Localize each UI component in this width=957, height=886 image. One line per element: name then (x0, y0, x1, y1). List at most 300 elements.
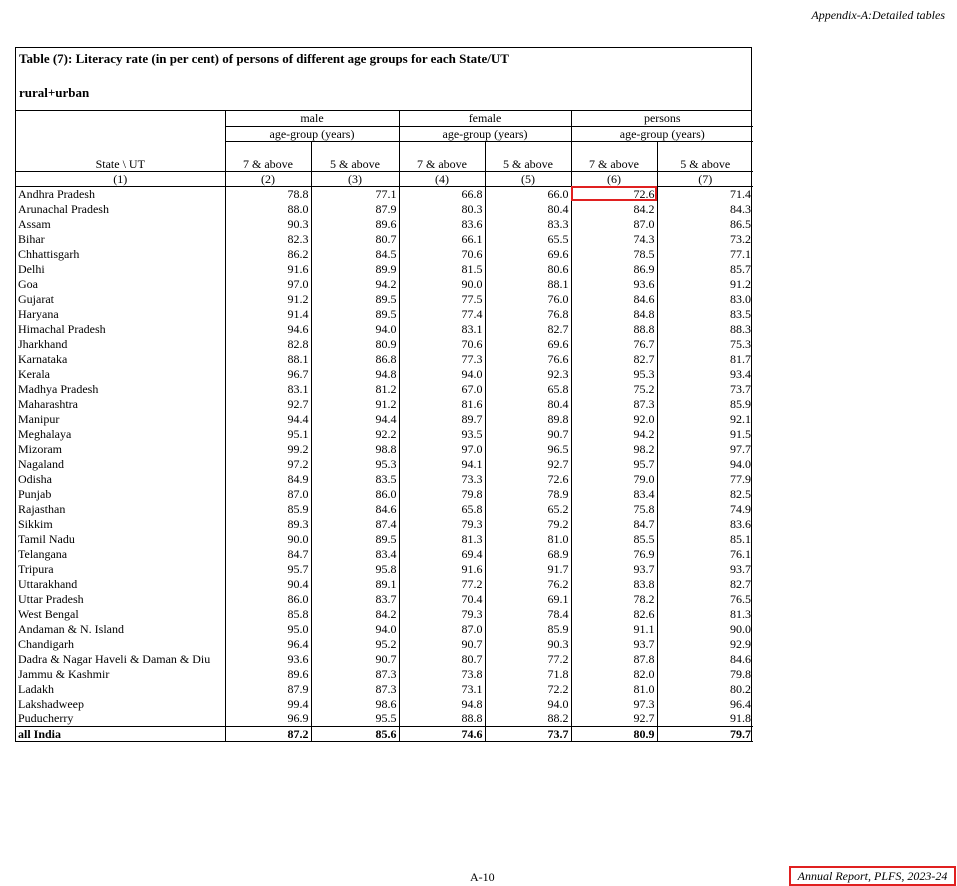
rate-cell: 89.1 (311, 576, 399, 591)
rate-cell: 91.2 (225, 291, 311, 306)
rate-cell: 74.3 (571, 231, 657, 246)
table-row (16, 456, 753, 471)
rate-cell: 77.2 (485, 651, 571, 666)
rate-cell: 91.8 (657, 711, 753, 726)
table-row (16, 261, 753, 276)
state-name: Rajasthan (18, 501, 66, 516)
rate-cell: 94.6 (225, 321, 311, 336)
rate-cell: 88.8 (399, 711, 485, 726)
table-title: Table (7): Literacy rate (in per cent) of persons of different age groups for each State/UT (19, 51, 509, 66)
state-name: Uttar Pradesh (18, 591, 84, 606)
table-row (16, 351, 753, 366)
state-name: Lakshadweep (18, 696, 84, 711)
state-name: Chandigarh (18, 636, 74, 651)
rate-cell: 66.0 (485, 186, 571, 201)
table-row (16, 561, 753, 576)
state-name: Gujarat (18, 291, 54, 306)
rate-cell: 84.2 (571, 201, 657, 216)
rate-cell: 86.9 (571, 261, 657, 276)
rate-cell: 89.3 (225, 516, 311, 531)
rate-cell: 90.7 (485, 426, 571, 441)
table-row (16, 186, 753, 201)
rate-cell: 86.0 (225, 591, 311, 606)
total-row (16, 726, 753, 741)
rate-cell: 79.3 (399, 516, 485, 531)
table-row (16, 711, 753, 726)
rate-cell: 81.5 (399, 261, 485, 276)
rate-cell: 83.5 (657, 306, 753, 321)
rate-cell: 90.0 (399, 276, 485, 291)
rate-cell: 76.0 (485, 291, 571, 306)
table-row (16, 486, 753, 501)
rate-cell: 65.8 (485, 381, 571, 396)
rate-cell: 99.2 (225, 441, 311, 456)
table-row (16, 636, 753, 651)
rate-cell: 94.8 (399, 696, 485, 711)
rate-cell: 76.5 (657, 591, 753, 606)
rate-cell: 98.2 (571, 441, 657, 456)
rate-cell: 74.6 (399, 726, 485, 741)
rate-cell: 78.4 (485, 606, 571, 621)
column-number: (5) (485, 171, 571, 186)
state-name: West Bengal (18, 606, 79, 621)
state-name: Uttarakhand (18, 576, 78, 591)
rate-cell: 84.7 (571, 516, 657, 531)
group-header-persons: persons (571, 111, 753, 126)
rate-cell: 71.8 (485, 666, 571, 681)
rate-cell: 97.0 (399, 441, 485, 456)
rate-cell: 97.7 (657, 441, 753, 456)
rate-cell: 81.7 (657, 351, 753, 366)
rate-cell: 93.7 (571, 636, 657, 651)
rate-cell: 88.1 (485, 276, 571, 291)
rate-cell: 87.3 (311, 666, 399, 681)
rate-cell: 93.6 (571, 276, 657, 291)
rate-cell: 72.2 (485, 681, 571, 696)
rate-cell: 76.9 (571, 546, 657, 561)
table-row (16, 366, 753, 381)
rate-cell: 89.6 (311, 216, 399, 231)
state-name: Goa (18, 276, 38, 291)
rate-cell: 94.0 (311, 321, 399, 336)
rate-cell: 91.6 (399, 561, 485, 576)
group-header-female: female (399, 111, 571, 126)
table-frame (15, 47, 752, 742)
rate-cell: 73.2 (657, 231, 753, 246)
rate-cell: 73.8 (399, 666, 485, 681)
rate-cell: 84.3 (657, 201, 753, 216)
rate-cell: 77.5 (399, 291, 485, 306)
rate-cell: 89.5 (311, 291, 399, 306)
rate-cell: 86.2 (225, 246, 311, 261)
rate-cell: 75.3 (657, 336, 753, 351)
rate-cell: 81.3 (657, 606, 753, 621)
rate-cell: 95.1 (225, 426, 311, 441)
rate-cell: 94.2 (571, 426, 657, 441)
rate-cell: 84.9 (225, 471, 311, 486)
age-column-header: 5 & above (657, 141, 753, 171)
rate-cell: 83.6 (399, 216, 485, 231)
rate-cell: 83.8 (571, 576, 657, 591)
rate-cell: 90.0 (225, 531, 311, 546)
rate-cell: 92.3 (485, 366, 571, 381)
rate-cell: 89.5 (311, 306, 399, 321)
rate-cell: 83.4 (311, 546, 399, 561)
table-row (16, 531, 753, 546)
rate-cell: 93.6 (225, 651, 311, 666)
table-row (16, 681, 753, 696)
age-column-header: 5 & above (311, 141, 399, 171)
table-row (16, 396, 753, 411)
table-body (16, 186, 753, 741)
rate-cell: 74.9 (657, 501, 753, 516)
rate-cell: 85.8 (225, 606, 311, 621)
rate-cell: 77.1 (657, 246, 753, 261)
rate-cell: 83.3 (485, 216, 571, 231)
rate-cell: 80.6 (485, 261, 571, 276)
column-number: (7) (657, 171, 753, 186)
rate-cell: 95.3 (571, 366, 657, 381)
state-name: Telangana (18, 546, 68, 561)
rate-cell: 87.2 (225, 726, 311, 741)
rate-cell: 80.4 (485, 201, 571, 216)
rate-cell: 84.6 (311, 501, 399, 516)
rate-cell: 85.5 (571, 531, 657, 546)
state-name: Ladakh (18, 681, 54, 696)
rate-cell: 91.1 (571, 621, 657, 636)
table-row (16, 666, 753, 681)
state-name: Bihar (18, 231, 45, 246)
rate-cell: 86.0 (311, 486, 399, 501)
rate-cell: 93.7 (571, 561, 657, 576)
age-group-label-male: age-group (years) (225, 126, 399, 141)
rate-cell: 89.9 (311, 261, 399, 276)
table-row (16, 546, 753, 561)
rate-cell: 82.0 (571, 666, 657, 681)
rate-cell: 94.0 (657, 456, 753, 471)
rate-cell: 82.7 (657, 576, 753, 591)
rate-cell: 69.1 (485, 591, 571, 606)
table-row (16, 201, 753, 216)
table-header (16, 111, 753, 186)
rate-cell: 87.3 (311, 681, 399, 696)
rate-cell: 93.5 (399, 426, 485, 441)
state-name: Kerala (18, 366, 50, 381)
rate-cell: 97.0 (225, 276, 311, 291)
rate-cell: 76.2 (485, 576, 571, 591)
rate-cell: 90.3 (485, 636, 571, 651)
rate-cell: 87.0 (571, 216, 657, 231)
table-row (16, 216, 753, 231)
rate-cell: 84.6 (571, 291, 657, 306)
literacy-table (16, 111, 753, 742)
rate-cell: 78.5 (571, 246, 657, 261)
table-row (16, 441, 753, 456)
rate-cell: 83.0 (657, 291, 753, 306)
rate-cell: 76.1 (657, 546, 753, 561)
rate-cell: 84.5 (311, 246, 399, 261)
state-name: Tripura (18, 561, 54, 576)
table-row (16, 306, 753, 321)
column-number: (6) (571, 171, 657, 186)
rate-cell: 66.8 (399, 186, 485, 201)
table-row (16, 591, 753, 606)
rate-cell: 95.3 (311, 456, 399, 471)
rate-cell: 80.7 (399, 651, 485, 666)
rate-cell: 83.7 (311, 591, 399, 606)
rate-cell: 86.5 (657, 216, 753, 231)
rate-cell: 82.8 (225, 336, 311, 351)
state-name: Haryana (18, 306, 59, 321)
rate-cell: 88.0 (225, 201, 311, 216)
table-row (16, 336, 753, 351)
rate-cell: 70.6 (399, 336, 485, 351)
table-row (16, 471, 753, 486)
rate-cell: 79.2 (485, 516, 571, 531)
rate-cell: 77.4 (399, 306, 485, 321)
rate-cell: 95.0 (225, 621, 311, 636)
state-name: Odisha (18, 471, 52, 486)
rate-cell: 75.2 (571, 381, 657, 396)
rate-cell: 91.7 (485, 561, 571, 576)
rate-cell: 86.8 (311, 351, 399, 366)
rate-cell: 90.4 (225, 576, 311, 591)
rate-cell: 90.3 (225, 216, 311, 231)
table-row (16, 696, 753, 711)
rate-cell: 89.6 (225, 666, 311, 681)
rate-cell: 80.4 (485, 396, 571, 411)
rate-cell: 84.2 (311, 606, 399, 621)
rate-cell: 96.9 (225, 711, 311, 726)
state-name: Andaman & N. Island (18, 621, 124, 636)
rate-cell: 79.8 (657, 666, 753, 681)
state-name: Jharkhand (18, 336, 68, 351)
table-row (16, 381, 753, 396)
table-row (16, 621, 753, 636)
rate-cell: 83.5 (311, 471, 399, 486)
rate-cell: 77.9 (657, 471, 753, 486)
rate-cell: 96.7 (225, 366, 311, 381)
rate-cell: 65.2 (485, 501, 571, 516)
rate-cell: 95.7 (571, 456, 657, 471)
rate-cell: 89.7 (399, 411, 485, 426)
rate-cell: 84.8 (571, 306, 657, 321)
rate-cell: 71.4 (657, 186, 753, 201)
rate-cell: 88.1 (225, 351, 311, 366)
state-name: Chhattisgarh (18, 246, 80, 261)
rate-cell: 76.8 (485, 306, 571, 321)
rate-cell: 90.0 (657, 621, 753, 636)
state-name: Puducherry (18, 711, 74, 726)
rate-cell: 91.6 (225, 261, 311, 276)
rate-cell: 87.9 (311, 201, 399, 216)
rate-cell: 94.4 (311, 411, 399, 426)
rate-cell: 76.7 (571, 336, 657, 351)
state-name: Tamil Nadu (18, 531, 75, 546)
age-column-header: 7 & above (571, 141, 657, 171)
rate-cell: 87.8 (571, 651, 657, 666)
rate-cell: 79.3 (399, 606, 485, 621)
rate-cell: 80.7 (311, 231, 399, 246)
rate-cell: 94.8 (311, 366, 399, 381)
rate-cell: 95.7 (225, 561, 311, 576)
rate-cell: 98.6 (311, 696, 399, 711)
rate-cell: 83.1 (225, 381, 311, 396)
rate-cell: 94.0 (485, 696, 571, 711)
rate-cell: 83.1 (399, 321, 485, 336)
rate-cell: 73.1 (399, 681, 485, 696)
table-row (16, 291, 753, 306)
rate-cell: 83.6 (657, 516, 753, 531)
age-column-header: 7 & above (225, 141, 311, 171)
report-label: Annual Report, PLFS, 2023-24 (789, 866, 956, 886)
rate-cell: 96.4 (225, 636, 311, 651)
table-row (16, 576, 753, 591)
rate-cell: 84.6 (657, 651, 753, 666)
rate-cell: 69.6 (485, 336, 571, 351)
rate-cell: 87.3 (571, 396, 657, 411)
rate-cell: 93.4 (657, 366, 753, 381)
state-name: Assam (18, 216, 51, 231)
rate-cell: 80.9 (311, 336, 399, 351)
rate-cell: 92.7 (571, 711, 657, 726)
rate-cell: 89.8 (485, 411, 571, 426)
table-row (16, 231, 753, 246)
appendix-label: Appendix-A:Detailed tables (811, 8, 945, 22)
state-name: Delhi (18, 261, 45, 276)
rate-cell: 81.0 (571, 681, 657, 696)
state-name: Karnataka (18, 351, 68, 366)
rate-cell: 76.6 (485, 351, 571, 366)
rate-cell: 85.1 (657, 531, 753, 546)
state-name: Maharashtra (18, 396, 78, 411)
state-header: State \ UT (95, 156, 145, 171)
table-row (16, 321, 753, 336)
column-number: (2) (225, 171, 311, 186)
state-name: Jammu & Kashmir (18, 666, 110, 681)
state-name: Punjab (18, 486, 52, 501)
age-column-header: 7 & above (399, 141, 485, 171)
rate-cell: 73.3 (399, 471, 485, 486)
rate-cell: 68.9 (485, 546, 571, 561)
rate-cell: 90.7 (399, 636, 485, 651)
rate-cell: 72.6 (485, 471, 571, 486)
state-name: Nagaland (18, 456, 64, 471)
rate-cell: 73.7 (657, 381, 753, 396)
table-row (16, 411, 753, 426)
rate-cell: 77.1 (311, 186, 399, 201)
rate-cell: 92.7 (225, 396, 311, 411)
rate-cell: 67.0 (399, 381, 485, 396)
rate-cell: 92.7 (485, 456, 571, 471)
table-row (16, 651, 753, 666)
rate-cell: 94.0 (399, 366, 485, 381)
state-name: Meghalaya (18, 426, 72, 441)
rate-cell: 89.5 (311, 531, 399, 546)
state-name: Dadra & Nagar Haveli & Daman & Diu (18, 651, 211, 666)
rate-cell: 80.9 (571, 726, 657, 741)
state-name: Manipur (18, 411, 60, 426)
rate-cell: 85.6 (311, 726, 399, 741)
column-number: (1) (16, 171, 225, 186)
rate-cell: 80.3 (399, 201, 485, 216)
rate-cell: 83.4 (571, 486, 657, 501)
rate-cell: 85.9 (485, 621, 571, 636)
rate-cell: 87.9 (225, 681, 311, 696)
rate-cell: 94.4 (225, 411, 311, 426)
rate-cell: 73.7 (485, 726, 571, 741)
table-row (16, 516, 753, 531)
group-header-male: male (225, 111, 399, 126)
state-name: Arunachal Pradesh (18, 201, 109, 216)
table-row (16, 501, 753, 516)
rate-cell: 81.0 (485, 531, 571, 546)
column-number: (3) (311, 171, 399, 186)
rate-cell: 97.3 (571, 696, 657, 711)
state-name: all India (16, 726, 225, 741)
rate-cell: 81.6 (399, 396, 485, 411)
rate-cell: 65.5 (485, 231, 571, 246)
rate-cell: 78.8 (225, 186, 311, 201)
rate-cell: 96.4 (657, 696, 753, 711)
rate-cell: 95.8 (311, 561, 399, 576)
rate-cell: 87.0 (399, 621, 485, 636)
rate-cell: 82.7 (485, 321, 571, 336)
age-column-header: 5 & above (485, 141, 571, 171)
rate-cell: 99.4 (225, 696, 311, 711)
rate-cell: 82.3 (225, 231, 311, 246)
rate-cell: 98.8 (311, 441, 399, 456)
rate-cell: 78.9 (485, 486, 571, 501)
rate-cell: 87.0 (225, 486, 311, 501)
rate-cell: 85.9 (657, 396, 753, 411)
age-group-label-female: age-group (years) (399, 126, 571, 141)
rate-cell: 78.2 (571, 591, 657, 606)
rate-cell: 79.7 (657, 726, 753, 741)
rate-cell: 91.5 (657, 426, 753, 441)
rate-cell: 82.7 (571, 351, 657, 366)
rate-cell: 79.8 (399, 486, 485, 501)
rate-cell: 94.1 (399, 456, 485, 471)
rate-cell: 91.2 (311, 396, 399, 411)
table-row (16, 246, 753, 261)
rate-cell: 75.8 (571, 501, 657, 516)
rate-cell: 84.7 (225, 546, 311, 561)
rate-cell: 66.1 (399, 231, 485, 246)
rate-cell: 87.4 (311, 516, 399, 531)
rate-cell: 92.1 (657, 411, 753, 426)
column-number: (4) (399, 171, 485, 186)
rate-cell: 81.3 (399, 531, 485, 546)
rate-cell: 85.7 (657, 261, 753, 276)
age-group-label-persons: age-group (years) (571, 126, 753, 141)
rate-cell: 79.0 (571, 471, 657, 486)
rate-cell: 94.0 (311, 621, 399, 636)
rate-cell: 93.7 (657, 561, 753, 576)
rate-cell: 91.4 (225, 306, 311, 321)
state-name: Sikkim (18, 516, 53, 531)
rate-cell: 94.2 (311, 276, 399, 291)
state-name: Himachal Pradesh (18, 321, 106, 336)
rate-cell: 97.2 (225, 456, 311, 471)
rate-cell: 92.2 (311, 426, 399, 441)
rate-cell: 90.7 (311, 651, 399, 666)
rate-cell: 82.6 (571, 606, 657, 621)
state-name: Mizoram (18, 441, 62, 456)
rate-cell: 88.3 (657, 321, 753, 336)
rate-cell: 91.2 (657, 276, 753, 291)
table-row (16, 426, 753, 441)
